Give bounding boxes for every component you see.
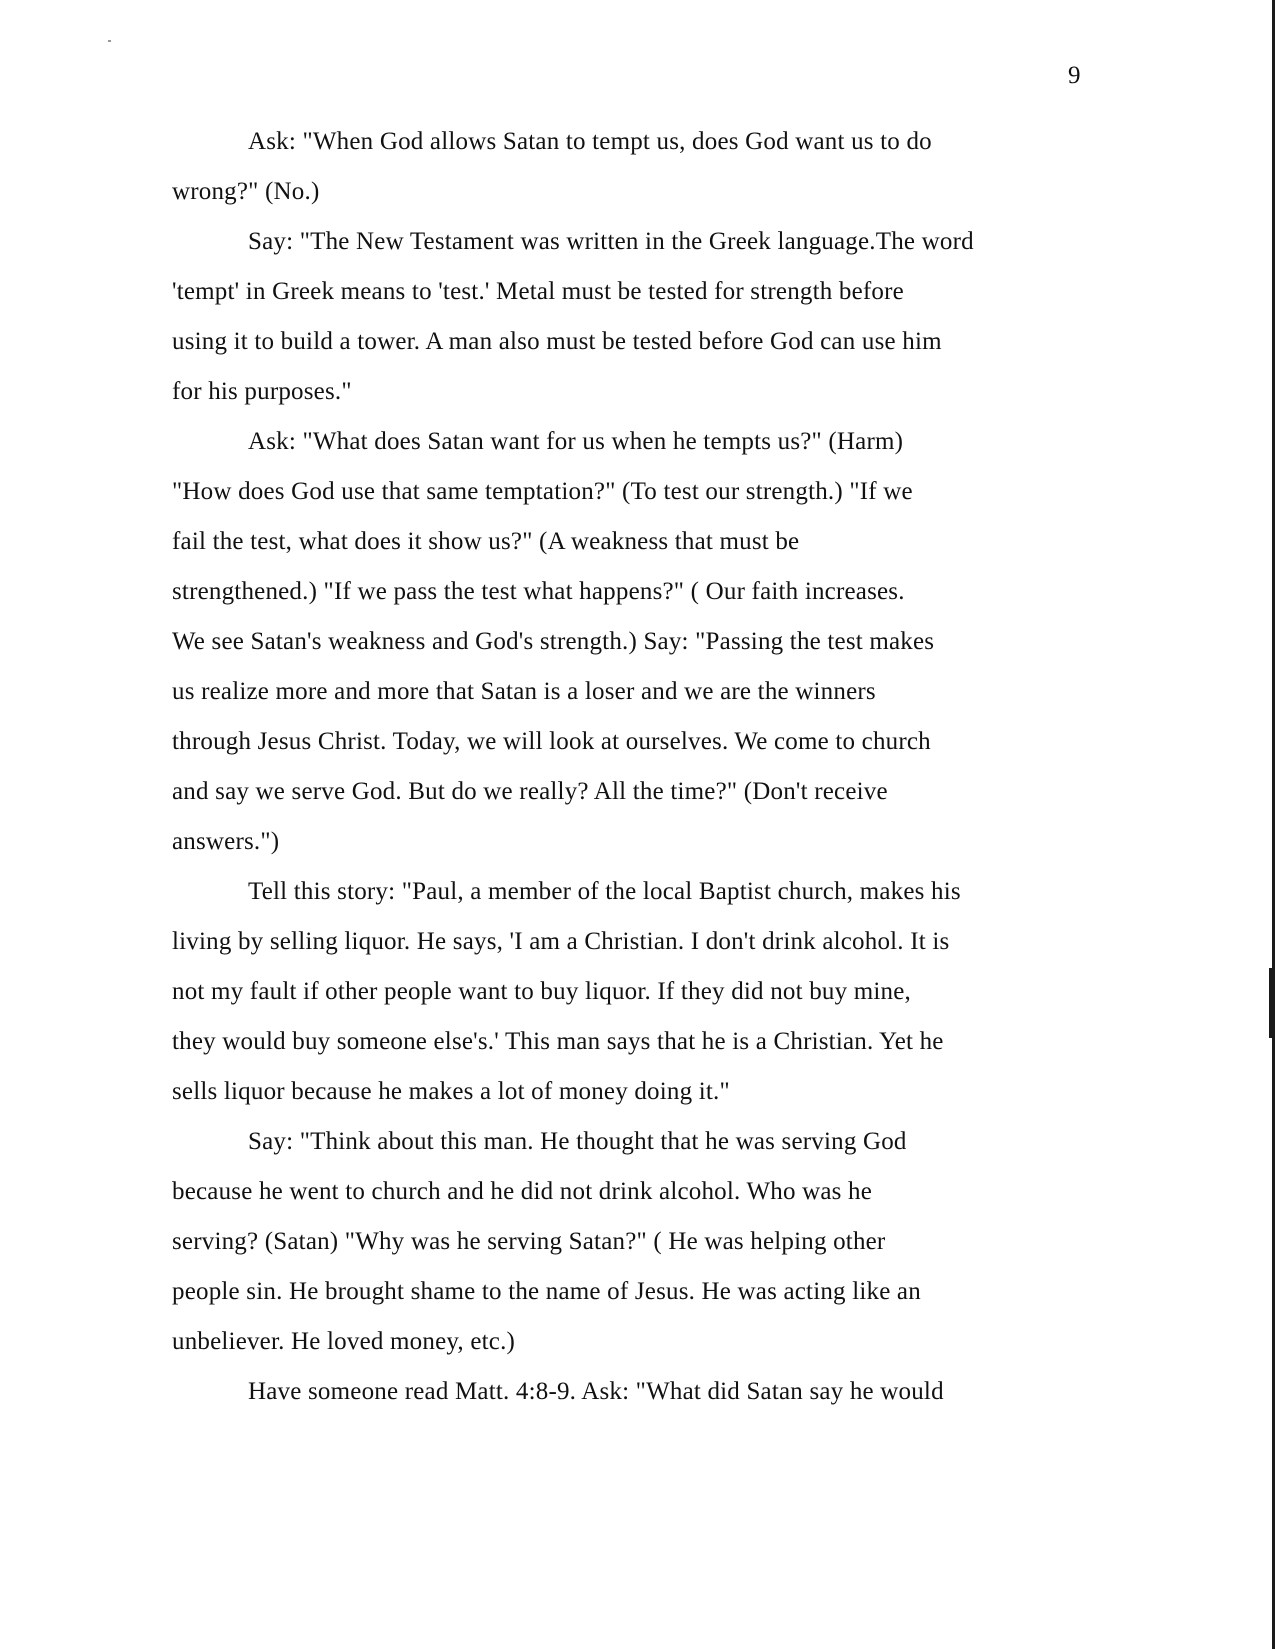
text-line: using it to build a tower. A man also must be tested before God can use him	[172, 328, 942, 355]
text-line: us realize more and more that Satan is a loser and we are the winners	[172, 678, 876, 705]
text-line: living by selling liquor. He says, 'I am a Christian. I don't drink alcohol. It is	[172, 928, 950, 955]
text-line: unbeliever. He loved money, etc.)	[172, 1328, 516, 1355]
text-line: Tell this story: "Paul, a member of the local Baptist church, makes his	[248, 878, 961, 905]
text-line: serving? (Satan) "Why was he serving Satan?" ( He was helping other	[172, 1228, 886, 1255]
text-line: not my fault if other people want to buy liquor. If they did not buy mine,	[172, 978, 911, 1005]
text-line: people sin. He brought shame to the name of Jesus. He was acting like an	[172, 1278, 921, 1305]
text-line: Ask: "What does Satan want for us when he tempts us?" (Harm)	[248, 428, 904, 455]
text-line: they would buy someone else's.' This man says that he is a Christian. Yet he	[172, 1028, 944, 1055]
text-line: We see Satan's weakness and God's strength.) Say: "Passing the test makes	[172, 628, 935, 655]
text-line: strengthened.) "If we pass the test what happens?" ( Our faith increases.	[172, 578, 905, 605]
text-line: Say: "Think about this man. He thought that he was serving God	[248, 1128, 907, 1155]
text-line: Say: "The New Testament was written in the Greek language.The word	[248, 228, 974, 255]
text-line: fail the test, what does it show us?" (A weakness that must be	[172, 528, 800, 555]
page-number: 9	[1068, 62, 1081, 89]
text-line: because he went to church and he did not drink alcohol. Who was he	[172, 1178, 873, 1205]
text-line: "How does God use that same temptation?" (To test our strength.) "If we	[172, 478, 913, 505]
text-line: wrong?" (No.)	[172, 178, 320, 205]
text-line: and say we serve God. But do we really? All the time?" (Don't receive	[172, 778, 888, 805]
text-line: Ask: "When God allows Satan to tempt us, does God want us to do	[248, 128, 932, 155]
text-line: Have someone read Matt. 4:8-9. Ask: "What did Satan say he would	[248, 1378, 944, 1405]
text-line: for his purposes."	[172, 378, 352, 405]
text-line: through Jesus Christ. Today, we will look at ourselves. We come to church	[172, 728, 931, 755]
text-line: sells liquor because he makes a lot of money doing it."	[172, 1078, 730, 1105]
text-line: 'tempt' in Greek means to 'test.' Metal must be tested for strength before	[172, 278, 904, 305]
scan-edge-nick	[1269, 968, 1275, 1038]
scan-speck	[108, 40, 111, 42]
text-line: answers.")	[172, 828, 280, 855]
